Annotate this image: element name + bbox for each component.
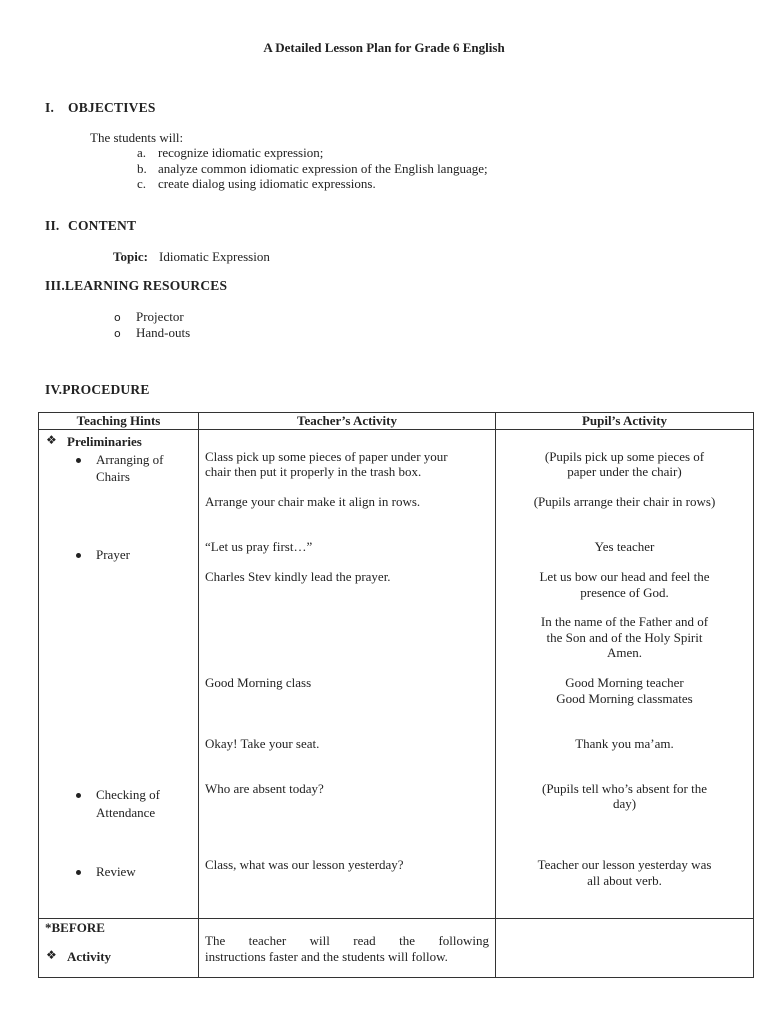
diamond-bullet-icon: ❖	[46, 433, 57, 447]
objectives-heading-number: I.	[45, 100, 55, 115]
teacher-line-good-morning: Good Morning class	[205, 675, 312, 690]
pupil-line-bow-2: presence of God.	[580, 585, 669, 600]
before-teacher-line-2: instructions faster and the students will follow.	[205, 949, 448, 964]
objectives-intro: The students will:	[90, 130, 184, 145]
teacher-line-pickup-1: Class pick up some pieces of paper under your	[205, 449, 448, 464]
pupil-line-morning-teacher: Good Morning teacher	[565, 675, 684, 690]
objective-letter-b: b.	[137, 161, 147, 176]
objective-letter-a: a.	[137, 145, 147, 160]
pupil-line-name-1: In the name of the Father and of	[540, 614, 709, 629]
column-pupils-activity: Pupil’s Activity	[496, 413, 754, 430]
procedure-table	[38, 412, 754, 978]
diamond-bullet-icon: ❖	[46, 948, 57, 962]
pupil-line-pickup-2: paper under the chair)	[567, 464, 682, 479]
bullet-dot-icon	[76, 458, 81, 463]
bullet-dot-icon	[76, 793, 81, 798]
objective-item-a: recognize idiomatic expression;	[158, 145, 324, 160]
before-teacher-line-1: The teacher will read the following	[205, 933, 489, 948]
procedure-table-header	[39, 413, 754, 430]
bullet-dot-icon	[76, 553, 81, 558]
hint-arranging-line2: Chairs	[96, 469, 130, 484]
hint-checking-line2: Attendance	[96, 805, 156, 820]
content-heading-number: II.	[45, 218, 60, 233]
procedure-heading: IV.PROCEDURE	[45, 382, 150, 397]
hint-preliminaries: Preliminaries	[67, 434, 142, 449]
pupil-line-yes-teacher: Yes teacher	[594, 539, 655, 554]
teacher-line-lead-prayer: Charles Stev kindly lead the prayer.	[205, 569, 391, 584]
before-teacher-cell	[199, 919, 496, 978]
pupil-line-absent-1: (Pupils tell who’s absent for the	[541, 781, 707, 796]
hint-checking-line1: Checking of	[96, 787, 160, 802]
pupil-line-thank-you: Thank you ma’am.	[575, 736, 674, 751]
before-pupil-cell	[496, 919, 754, 978]
before-label: *BEFORE	[45, 920, 105, 935]
preliminaries-row	[39, 430, 754, 919]
before-hints-cell	[39, 919, 199, 978]
teacher-activity-cell	[199, 430, 496, 919]
teacher-line-lesson-yesterday: Class, what was our lesson yesterday?	[205, 857, 404, 872]
resource-bullet-1: o	[114, 311, 121, 324]
resource-bullet-2: o	[114, 327, 121, 340]
resource-item-1: Projector	[136, 309, 184, 324]
teacher-line-pickup-2: chair then put it properly in the trash box.	[205, 464, 422, 479]
teacher-line-arrange: Arrange your chair make it align in rows.	[205, 494, 421, 509]
before-activity-row	[39, 919, 754, 978]
activity-label: Activity	[67, 949, 112, 964]
topic-value: Idiomatic Expression	[159, 249, 270, 264]
resources-heading: III.LEARNING RESOURCES	[45, 278, 228, 293]
objective-letter-c: c.	[137, 176, 147, 191]
hint-arranging-line1: Arranging of	[96, 452, 164, 467]
pupil-line-verb-2: all about verb.	[587, 873, 662, 888]
resource-item-2: Hand-outs	[136, 325, 191, 340]
pupil-line-verb-1: Teacher our lesson yesterday was	[537, 857, 712, 872]
objective-item-c: create dialog using idiomatic expressions.	[158, 176, 376, 191]
hint-prayer: Prayer	[96, 547, 130, 562]
pupil-line-name-2: the Son and of the Holy Spirit	[546, 630, 703, 645]
pupil-line-absent-2: day)	[612, 796, 637, 811]
objective-item-b: analyze common idiomatic expression of the English language;	[158, 161, 488, 176]
hints-cell	[39, 430, 199, 919]
pupil-line-arrange: (Pupils arrange their chair in rows)	[533, 494, 716, 509]
teacher-line-take-seat: Okay! Take your seat.	[205, 736, 320, 751]
pupil-line-amen: Amen.	[606, 645, 643, 660]
pupil-line-bow-1: Let us bow our head and feel the	[539, 569, 710, 584]
topic-label: Topic:	[113, 249, 148, 264]
teacher-line-pray: “Let us pray first…”	[205, 539, 313, 554]
pupil-activity-cell	[496, 430, 754, 919]
hint-review: Review	[96, 864, 136, 879]
column-teachers-activity: Teacher’s Activity	[199, 413, 496, 430]
content-heading: CONTENT	[68, 218, 137, 233]
teacher-line-absent: Who are absent today?	[205, 781, 324, 796]
pupil-line-morning-classmates: Good Morning classmates	[556, 691, 693, 706]
document-title: A Detailed Lesson Plan for Grade 6 English	[263, 40, 505, 55]
column-teaching-hints: Teaching Hints	[39, 413, 199, 430]
pupil-line-pickup-1: (Pupils pick up some pieces of	[544, 449, 705, 464]
objectives-heading: OBJECTIVES	[68, 100, 156, 115]
bullet-dot-icon	[76, 870, 81, 875]
